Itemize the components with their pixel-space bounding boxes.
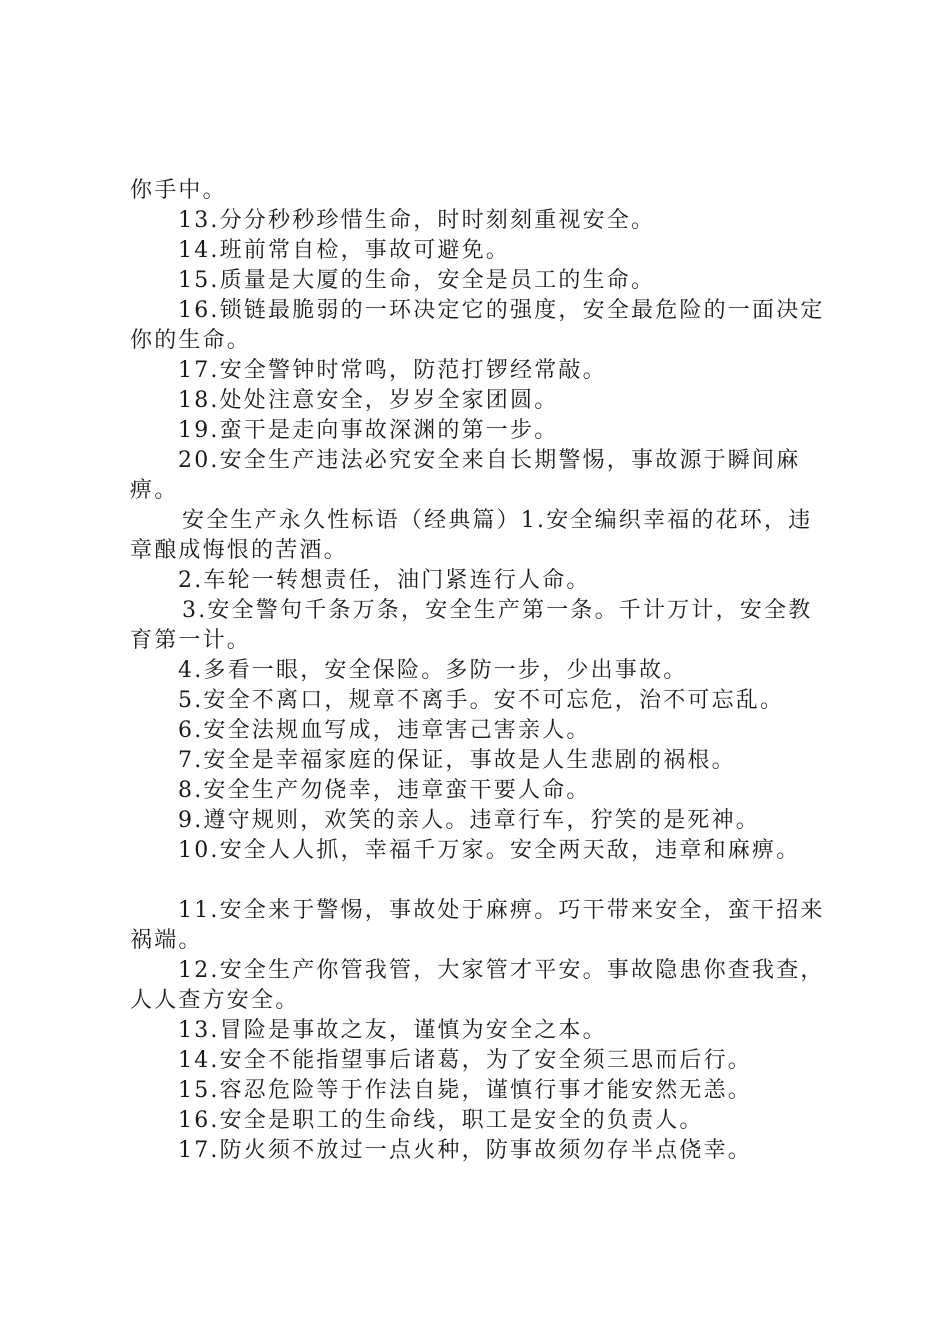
classic-slogan-13: 13.冒险是事故之友，谨慎为安全之本。 — [178, 1018, 607, 1043]
document-body — [130, 176, 835, 1166]
classic-slogan-7: 7.安全是幸福家庭的保证，事故是人生悲剧的祸根。 — [178, 748, 736, 773]
classic-slogan-16: 16.安全是职工的生命线，职工是安全的负责人。 — [178, 1108, 704, 1133]
classic-slogan-9: 9.遵守规则，欢笑的亲人。违章行车，狞笑的是死神。 — [178, 808, 760, 833]
classic-slogan-2: 2.车轮一转想责任，油门紧连行人命。 — [178, 568, 591, 593]
slogan-16: 16.锁链最脆弱的一环决定它的强度，安全最危险的一面决定你的生命。 — [130, 298, 825, 353]
classic-slogan-8: 8.安全生产勿侥幸，违章蛮干要人命。 — [178, 778, 591, 803]
slogan-13: 13.分分秒秒珍惜生命，时时刻刻重视安全。 — [178, 208, 656, 233]
slogan-17: 17.安全警钟时常鸣，防范打锣经常敲。 — [178, 358, 607, 383]
classic-slogan-17: 17.防火须不放过一点火种，防事故须勿存半点侥幸。 — [178, 1138, 752, 1163]
slogan-14: 14.班前常自检，事故可避免。 — [178, 238, 510, 263]
classic-slogan-11: 11.安全来于警惕，事故处于麻痹。巧干带来安全，蛮干招来祸端。 — [130, 898, 825, 953]
slogan-20: 20.安全生产违法必究安全来自长期警惕，事故源于瞬间麻痹。 — [130, 448, 801, 503]
slogan-19: 19.蛮干是走向事故深渊的第一步。 — [178, 418, 559, 443]
continuation-line: 你手中。 — [130, 178, 227, 203]
classic-slogan-4: 4.多看一眼，安全保险。多防一步，少出事故。 — [178, 658, 688, 683]
section-heading: 安全生产永久性标语（经典篇）1.安全编织幸福的花环，违章酿成悔恨的苦酒。 — [130, 508, 813, 563]
slogan-15: 15.质量是大厦的生命，安全是员工的生命。 — [178, 268, 656, 293]
classic-slogan-15: 15.容忍危险等于作法自毙，谨慎行事才能安然无恙。 — [178, 1078, 752, 1103]
classic-slogan-3: 3.安全警句千条万条，安全生产第一条。千计万计，安全教育第一计。 — [130, 598, 813, 653]
classic-slogan-10: 10.安全人人抓，幸福千万家。安全两天敌，违章和麻痹。 — [178, 838, 801, 863]
paragraph-gap — [130, 866, 835, 896]
classic-slogan-6: 6.安全法规血写成，违章害己害亲人。 — [178, 718, 591, 743]
classic-slogan-14: 14.安全不能指望事后诸葛，为了安全须三思而后行。 — [178, 1048, 752, 1073]
classic-slogan-5: 5.安全不离口，规章不离手。安不可忘危，治不可忘乱。 — [178, 688, 785, 713]
slogan-18: 18.处处注意安全，岁岁全家团圆。 — [178, 388, 559, 413]
classic-slogan-12: 12.安全生产你管我管，大家管才平安。事故隐患你查我查，人人查方安全。 — [130, 958, 825, 1013]
